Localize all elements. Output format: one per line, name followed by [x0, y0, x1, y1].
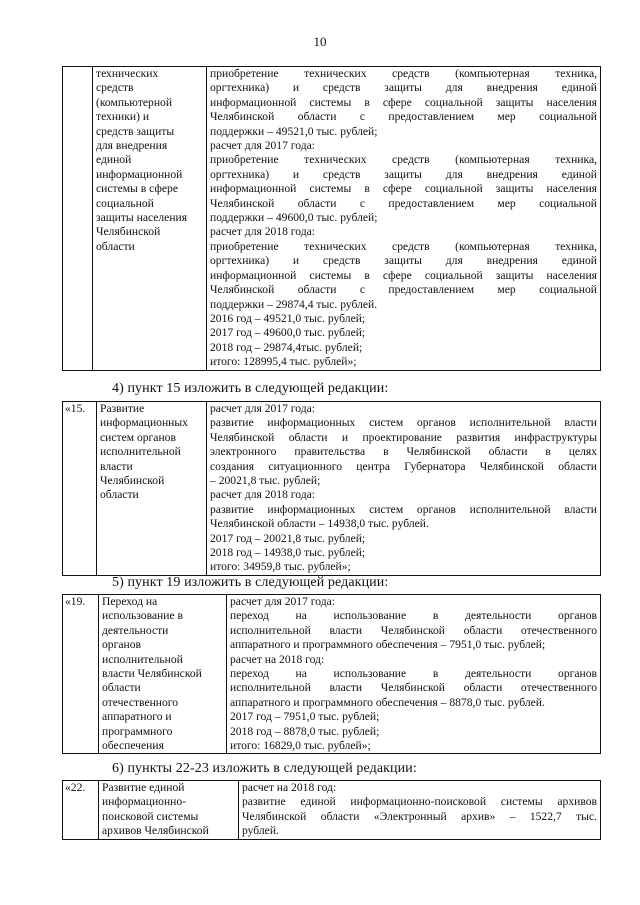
description-line: использование в: [102, 609, 183, 623]
description-line: информационной: [96, 167, 183, 181]
details-line: переход на использование в деятельности органов: [230, 667, 597, 681]
details-line: приобретение технических средств (компьютерная техника,: [210, 67, 597, 80]
details-line: 2018 год – 8878,0 тыс. рублей;: [230, 724, 380, 738]
table-row: [63, 402, 601, 576]
details-line: 2018 год – 14938,0 тыс. рублей;: [210, 546, 366, 560]
details-line: приобретение технических средств (компьютерная техника,: [210, 153, 597, 167]
details-line: аппаратного и программного обеспечения – 8878,0 тыс. рублей.: [230, 695, 545, 709]
description-line: аппаратного и: [102, 710, 172, 724]
details-line: оргтехника) и средств защиты для внедрения единой: [210, 254, 597, 268]
section-heading: 6) пункты 22-23 изложить в следующей редакции:: [112, 761, 417, 776]
section-heading: 5) пункт 19 изложить в следующей редакции:: [112, 575, 389, 590]
description-line: Переход на: [102, 595, 158, 608]
row-number-cell: [63, 67, 93, 371]
details-line: поддержки – 29874,4 тыс. рублей.: [210, 297, 378, 311]
description-line: архивов Челябинской: [102, 824, 209, 838]
details-line: итого: 128995,4 тыс. рублей»;: [210, 355, 357, 369]
details-line: поддержки – 49600,0 тыс. рублей;: [210, 211, 378, 225]
description-line: обеспечения: [102, 739, 164, 753]
description-line: власти Челябинской: [102, 667, 202, 681]
row-description-cell: [99, 781, 239, 840]
description-line: исполнительной: [100, 445, 181, 459]
details-line: развитие информационных систем органов исполнительной власти: [210, 416, 597, 430]
details-line: 2017 год – 20021,8 тыс. рублей;: [210, 531, 366, 545]
table-item-22: [62, 780, 601, 840]
details-line: 2017 год – 49600,0 тыс. рублей;: [210, 326, 366, 340]
description-line: системы в сфере: [96, 182, 178, 196]
details-line: расчет для 2017 года:: [230, 595, 335, 608]
description-line: области: [102, 681, 141, 695]
description-line: социальной: [96, 196, 154, 210]
row-details-cell: [207, 67, 601, 371]
details-line: переход на использование в деятельности органов: [230, 609, 597, 623]
details-line: расчет для 2017 года:: [210, 139, 315, 153]
details-line: Челябинской области – 14938,0 тыс. рублей.: [210, 517, 429, 531]
description-line: исполнительной: [102, 652, 183, 666]
description-line: единой: [96, 153, 132, 167]
description-line: технических: [96, 67, 159, 80]
description-line: отечественного: [102, 695, 179, 709]
description-line: информационных: [100, 416, 188, 430]
details-line: оргтехника) и средств защиты для внедрения единой: [210, 167, 597, 181]
row-details-cell: [207, 402, 601, 576]
description-line: техники) и: [96, 110, 150, 124]
details-line: оргтехника) и средств защиты для внедрения единой: [210, 81, 597, 95]
details-line: 2017 год – 7951,0 тыс. рублей;: [230, 710, 380, 724]
row-description-cell: [99, 595, 227, 754]
description-line: деятельности: [102, 623, 169, 637]
details-line: 2016 год – 49521,0 тыс. рублей;: [210, 311, 366, 325]
description-line: программного: [102, 724, 173, 738]
details-line: Челябинской области с предоставлением мер социальной: [210, 283, 597, 297]
details-line: приобретение технических средств (компьютерная техника,: [210, 239, 597, 253]
details-line: итого: 16829,0 тыс. рублей»;: [230, 739, 371, 753]
description-line: Челябинской: [96, 225, 161, 239]
description-line: Челябинской: [100, 474, 165, 488]
row-number-cell: «22.: [63, 781, 99, 840]
description-line: систем органов: [100, 430, 176, 444]
details-line: исполнительной власти Челябинской области отечественного: [230, 681, 597, 695]
description-line: власти: [100, 459, 133, 473]
details-line: расчет на 2018 год:: [242, 781, 337, 794]
page-number: 10: [313, 34, 327, 49]
row-details-cell: [227, 595, 601, 754]
details-line: информационной системы в сфере социальной защиты населения: [210, 95, 597, 109]
section-heading: 4) пункт 15 изложить в следующей редакции:: [112, 381, 389, 396]
details-line: информационной системы в сфере социальной защиты населения: [210, 182, 597, 196]
details-line: рублей.: [242, 824, 279, 838]
details-line: Челябинской области с предоставлением мер социальной: [210, 196, 597, 210]
details-line: Челябинской области с предоставлением мер социальной: [210, 110, 597, 124]
description-line: средств защиты: [96, 124, 175, 138]
description-line: информационно-: [102, 795, 187, 809]
table-continuation: [62, 66, 601, 371]
details-line: развитие информационных систем органов исполнительной власти: [210, 502, 597, 516]
table-item-15: [62, 401, 601, 576]
table-row: [63, 595, 601, 754]
details-line: расчет для 2018 года:: [210, 488, 315, 502]
details-line: расчет для 2017 года:: [210, 402, 315, 415]
description-line: (компьютерной: [96, 95, 173, 109]
row-description-cell: [97, 402, 207, 576]
details-line: электронного правительства в Челябинской области в целях: [210, 445, 597, 459]
details-line: расчет для 2018 года:: [210, 225, 315, 239]
details-line: итого: 34959,8 тыс. рублей»;: [210, 560, 351, 574]
details-line: создания ситуационного центра Губернатора Челябинской области: [210, 459, 597, 473]
table-item-19: [62, 594, 601, 754]
table-row: [63, 781, 601, 840]
description-line: поисковой системы: [102, 809, 199, 823]
details-line: развитие единой информационно-поисковой системы архивов: [242, 795, 597, 809]
details-line: исполнительной власти Челябинской области отечественного: [230, 623, 597, 637]
details-line: информационной системы в сфере социальной защиты населения: [210, 268, 597, 282]
details-line: – 20021,8 тыс. рублей;: [210, 474, 321, 488]
row-number-cell: «19.: [63, 595, 99, 754]
row-description-cell: [93, 67, 207, 371]
details-line: поддержки – 49521,0 тыс. рублей;: [210, 124, 378, 138]
table-row: [63, 67, 601, 371]
description-line: защиты населения: [96, 211, 188, 225]
description-line: Развитие единой: [102, 781, 185, 794]
description-line: средств: [96, 81, 134, 95]
details-line: 2018 год – 29874,4тыс. рублей;: [210, 340, 363, 354]
details-line: расчет на 2018 год:: [230, 652, 325, 666]
description-line: Развитие: [100, 402, 145, 415]
description-line: области: [100, 488, 139, 502]
row-number-cell: «15.: [63, 402, 97, 576]
description-line: для внедрения: [96, 139, 168, 153]
details-line: аппаратного и программного обеспечения – 7951,0 тыс. рублей;: [230, 638, 546, 652]
description-line: области: [96, 239, 135, 253]
details-line: Челябинской области и проектирование развития инфраструктуры: [210, 430, 597, 444]
details-line: Челябинской области «Электронный архив» – 1522,7 тыс.: [242, 809, 597, 823]
row-details-cell: [239, 781, 601, 840]
description-line: органов: [102, 638, 141, 652]
